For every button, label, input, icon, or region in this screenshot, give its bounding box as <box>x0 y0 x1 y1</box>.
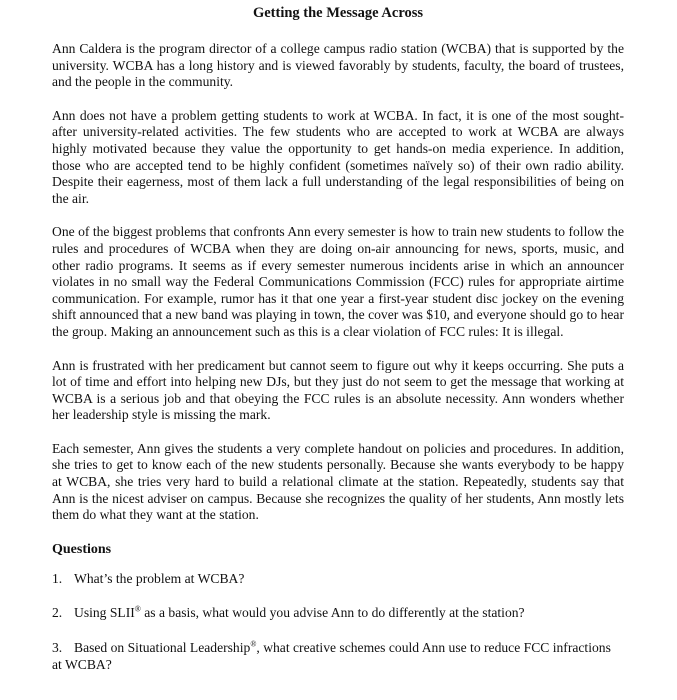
registered-mark: ® <box>134 604 141 614</box>
question-text-cont: , what creative schemes could Ann use to reduce FCC infractions at WCBA? <box>52 640 611 672</box>
question-number: 2. <box>52 605 63 621</box>
registered-mark: ® <box>250 639 257 649</box>
question-item <box>52 605 624 622</box>
question-text-cont: as a basis, what would you advise Ann to do differently at the station? <box>140 605 525 621</box>
question-number: 1. <box>52 570 63 586</box>
paragraph: Ann does not have a problem getting students to work at WCBA. In fact, it is one of the most sought-after university-related activities. The few students who are accepted to work at WCBA are always highly motivated because they value the opportunity to get hands-on media experience. In addition, those who are accepted tend to be highly confident (sometimes naïvely so) of their own radio ability. Despite their eagerness, most of them lack a full understanding of the legal responsibilities of being on the air. <box>52 107 624 206</box>
question-item <box>52 571 624 588</box>
paragraph: Ann Caldera is the program director of a college campus radio station (WCBA) that is supported by the university. WCBA has a long history and is viewed favorably by students, faculty, the board of trustees, and the people in the community. <box>52 41 624 90</box>
paragraph: Ann is frustrated with her predicament but cannot seem to figure out why it keeps occurring. She puts a lot of time and effort into helping new DJs, but they just do not seem to get the message that working at WCBA is a serious job and that obeying the FCC rules is an absolute necessity. Ann wonders whether her leadership style is missing the mark. <box>52 357 624 423</box>
document-page <box>52 0 624 673</box>
question-text: What’s the problem at WCBA? <box>74 570 245 586</box>
question-text: Using SLII <box>74 605 135 621</box>
paragraph: Each semester, Ann gives the students a very complete handout on policies and procedures. In addition, she tries to get to know each of the new students personally. Because she wants everybody to be happy at WCBA, she tries very hard to build a relational climate at the station. Repeatedly, students say that Ann is the nicest adviser on campus. Because she recognizes the quality of her students, Ann mostly lets them do what they want at the station. <box>52 440 624 523</box>
question-item <box>52 640 624 673</box>
document-title: Getting the Message Across <box>252 5 424 21</box>
question-text: Based on Situational Leadership <box>74 640 251 656</box>
questions-heading: Questions <box>52 541 112 557</box>
question-number: 3. <box>52 640 63 656</box>
paragraph: One of the biggest problems that confronts Ann every semester is how to train new students to follow the rules and procedures of WCBA when they are doing on-air announcing for news, sports, music, and other radio programs. It seems as if every semester numerous incidents arise in which an announcer violates in no small way the Federal Communications Commission (FCC) rules for appropriate airtime communication. For example, rumor has it that one year a first-year student disc jockey on the evening shift announced that a new band was playing in town, the cover was $10, and everyone should go to hear the group. Making an announcement such as this is a clear violation of FCC rules: It is illegal. <box>52 224 624 339</box>
